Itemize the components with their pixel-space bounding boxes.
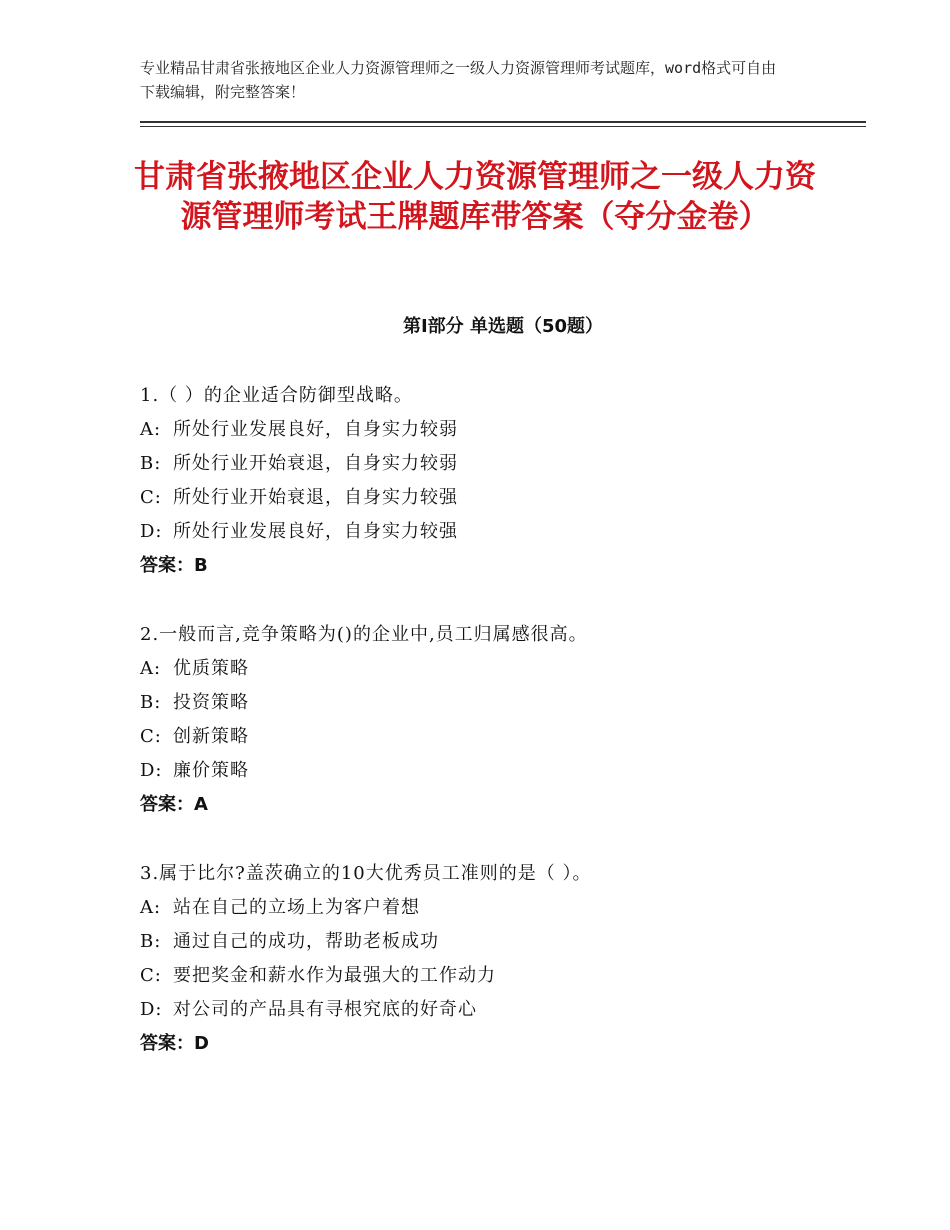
option-text: 优质策略 (173, 658, 249, 679)
option-text: 所处行业发展良好，自身实力较弱 (173, 419, 458, 440)
answer-line: 答案：B (140, 555, 208, 576)
option-key: C: (140, 487, 162, 508)
option-key: D: (140, 760, 163, 781)
option-key: A: (140, 897, 162, 918)
option-a (140, 652, 880, 686)
option-key: B: (140, 453, 162, 474)
header-note: 专业精品甘肃省张掖地区企业人力资源管理师之一级人力资源管理师考试题库，word格式可自由下载编辑，附完整答案！ (140, 59, 777, 101)
question-stem: 1.（ ）的企业适合防御型战略。 (140, 385, 413, 406)
option-a (140, 413, 880, 447)
question-stem: 3.属于比尔?盖茨确立的10大优秀员工准则的是（ ）。 (140, 863, 592, 884)
option-c (140, 959, 880, 993)
section-heading: 第Ⅰ部分 单选题（50题） (402, 316, 603, 337)
option-text: 站在自己的立场上为客户着想 (173, 897, 420, 918)
question-stem: 2.一般而言,竞争策略为()的企业中,员工归属感很高。 (140, 624, 588, 645)
question-1 (140, 379, 880, 583)
option-d (140, 515, 880, 549)
answer-line: 答案：A (140, 794, 208, 815)
option-text: 投资策略 (173, 692, 249, 713)
option-b (140, 447, 880, 481)
option-key: A: (140, 658, 162, 679)
option-text: 创新策略 (173, 726, 249, 747)
option-b (140, 925, 880, 959)
option-c (140, 720, 880, 754)
option-key: C: (140, 965, 162, 986)
option-text: 所处行业开始衰退，自身实力较弱 (173, 453, 458, 474)
option-text: 通过自己的成功，帮助老板成功 (173, 931, 439, 952)
option-a (140, 891, 880, 925)
option-text: 所处行业开始衰退，自身实力较强 (173, 487, 458, 508)
option-key: D: (140, 521, 163, 542)
option-text: 廉价策略 (173, 760, 249, 781)
option-d (140, 993, 880, 1027)
header-divider-thin (140, 126, 866, 127)
option-b (140, 686, 880, 720)
header-divider-thick (140, 121, 866, 123)
question-2 (140, 618, 880, 822)
option-key: A: (140, 419, 162, 440)
option-key: B: (140, 692, 162, 713)
option-c (140, 481, 880, 515)
option-d (140, 754, 880, 788)
option-text: 要把奖金和薪水作为最强大的工作动力 (173, 965, 496, 986)
option-text: 所处行业发展良好，自身实力较强 (173, 521, 458, 542)
option-key: C: (140, 726, 162, 747)
option-text: 对公司的产品具有寻根究底的好奇心 (173, 999, 477, 1020)
question-3 (140, 857, 880, 1061)
document-title: 甘肃省张掖地区企业人力资源管理师之一级人力资源管理师考试王牌题库带答案（夺分金卷） (134, 159, 816, 235)
option-key: B: (140, 931, 162, 952)
answer-line: 答案：D (140, 1033, 209, 1054)
option-key: D: (140, 999, 163, 1020)
